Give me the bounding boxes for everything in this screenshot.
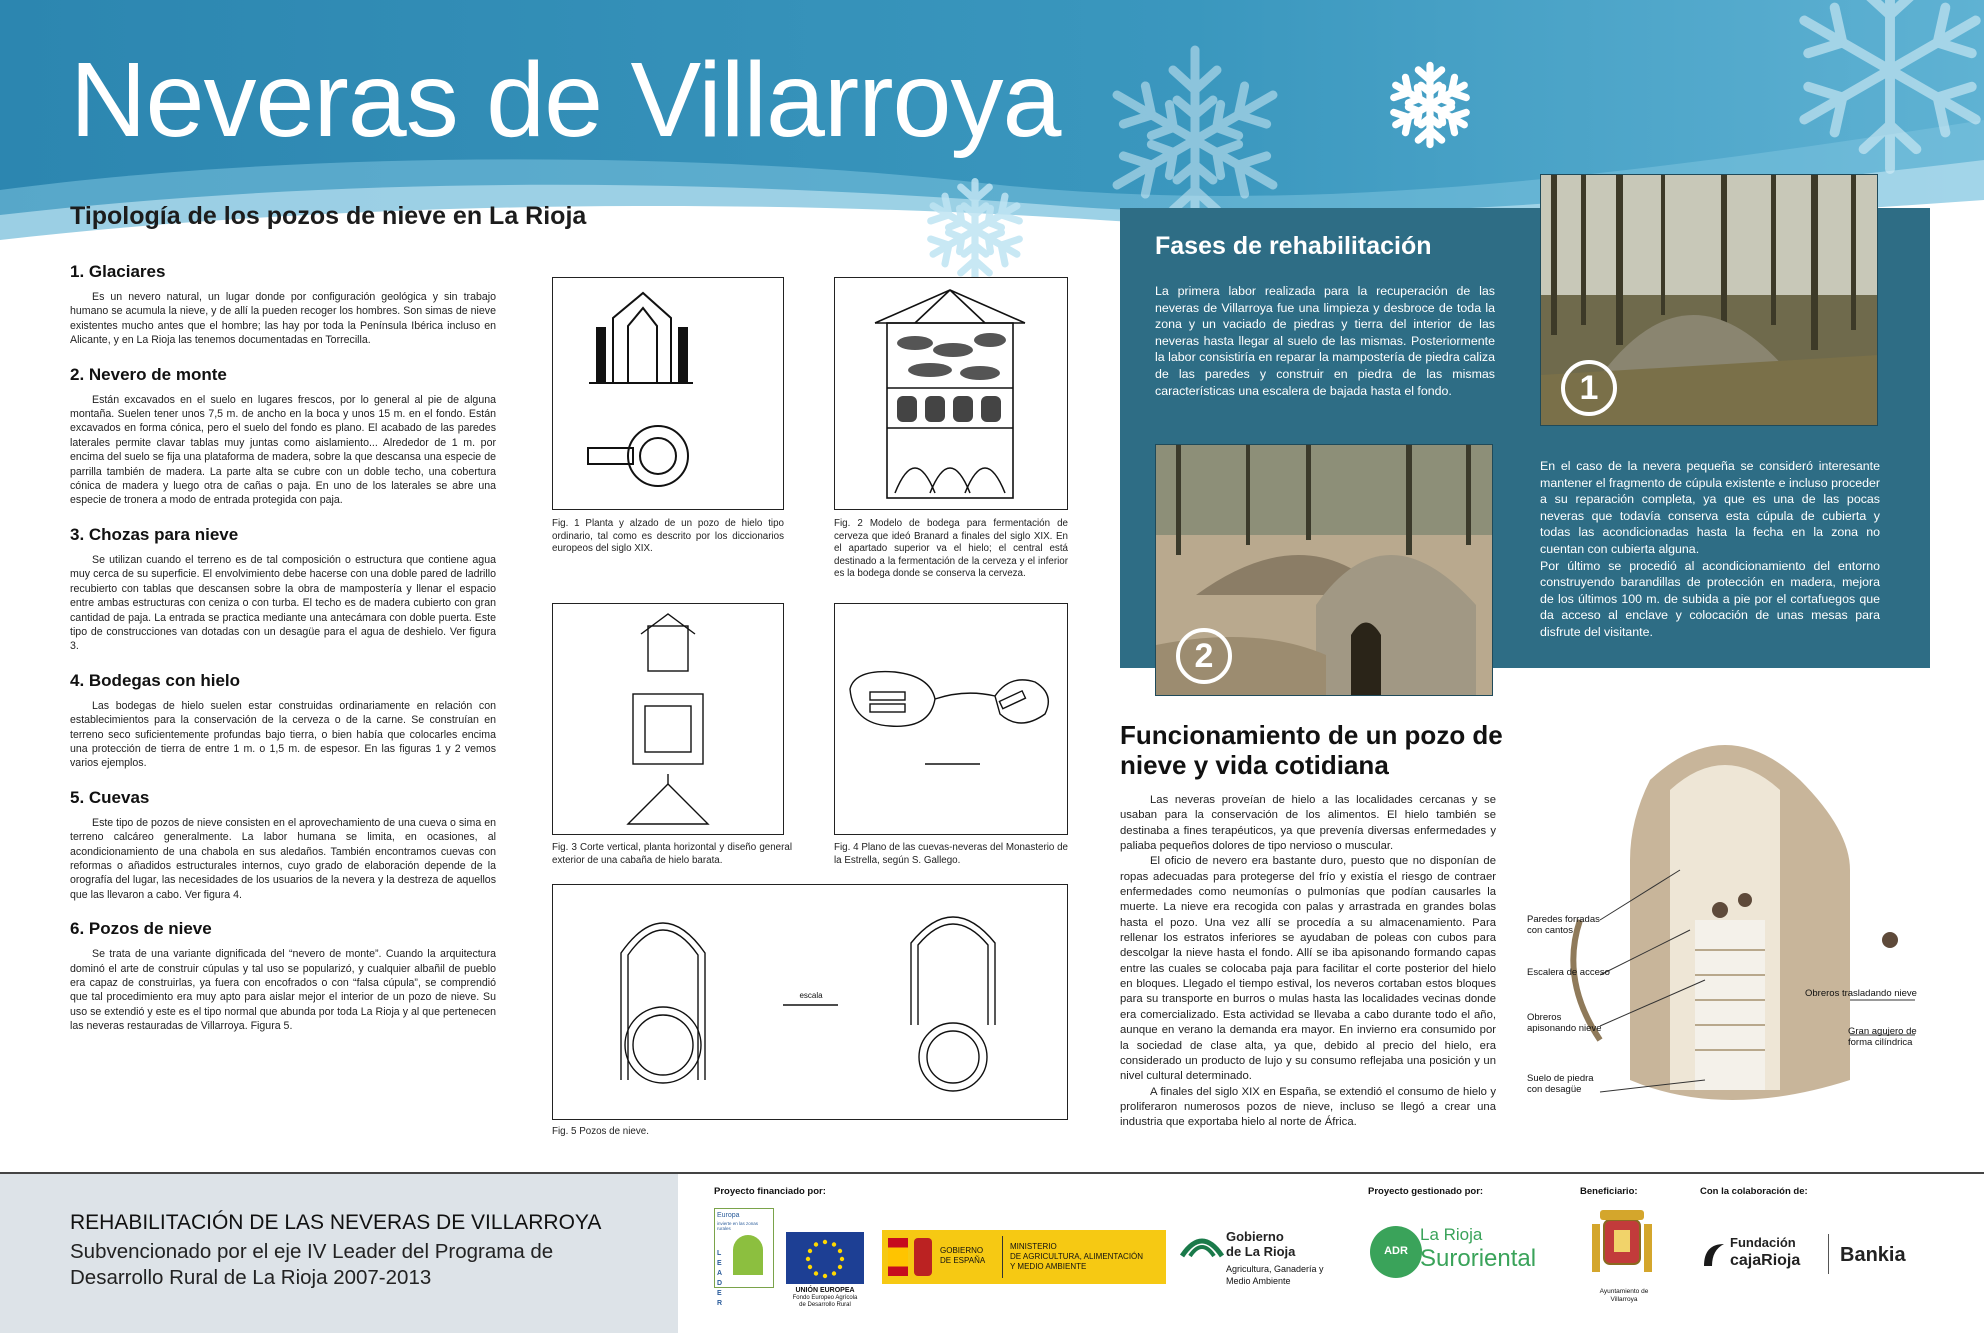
- eu-flag-logo: [786, 1232, 864, 1284]
- ayuntamiento-text-1: Ayuntamiento de: [1599, 1288, 1649, 1295]
- eu-text-1: UNIÓN EUROPEA: [795, 1287, 855, 1294]
- colaboracion-divider: [1828, 1234, 1829, 1274]
- functioning-paragraph-2: El oficio de nevero era bastante duro, puesto que no disponían de ropas adecuadas para protegerse del frío y existía el riesgo de contraer enfermedades como neumonías o pulmonías que podían causarles la muerte. La nieve era recogida con palas y arrastrada en grandes bolas hasta el pozo. Una vez allí se procedía a su almacenamiento. Para rellenar los estratos inferiores se ayudaban de poleas con cubos para descolgar la nieve hasta el fondo. Allí se iba apisonando formando capas entre las cuales se colocaba paja para facilitar el corte posterior del hielo en bloques. Llegado el tiempo estival, los neveros cortaban estos bloques para su transporte en burros o mulas hasta las localidades vecinas donde era comercializado. Esta actividad se llevaba a cabo durante todo el año, aunque en verano la demanda era mayor. En invierno era consumido por la sociedad de clase alta, ya que, debido al precio del hielo, era considerado un producto de lujo y su consumo reflejaba una posición y un nivel cultural determinado.: [1120, 855, 1496, 1083]
- label-agujero: Gran agujero de forma cilíndrica: [1848, 1026, 1917, 1048]
- leader-sub-text: invierte en las zonas rurales: [717, 1221, 759, 1231]
- figure-5-caption: Fig. 5 Pozos de nieve.: [552, 1126, 649, 1137]
- functioning-paragraph-3: A finales del siglo XIX en España, se extendió el consumo de hielo y proliferaron numerosos pozos de nieve, incluso se llegó a crear una industria que exportaba hielo al norte de África.: [1120, 1085, 1496, 1129]
- photo-2-number-badge: 2: [1176, 628, 1232, 684]
- section-bodegas: [70, 671, 496, 771]
- typology-column: [70, 262, 496, 1051]
- eu-text-3: de Desarrollo Rural: [799, 1302, 851, 1308]
- section-title: 5. Cuevas: [70, 787, 150, 807]
- section-title: 4. Bodegas con hielo: [70, 670, 241, 690]
- rehabilitation-text-2: En el caso de la nevera pequeña se consideró interesante mantener el fragmento de cúpula existente e incluso proceder a su reparación completa, ya que es una de las pocas neveras que todavía conserva esta cúpula de cubierta y todas las acondicionadas hasta la fecha en la zona no cuentan con cubierta alguna.: [1540, 459, 1880, 556]
- photo-1-number-badge: 1: [1561, 360, 1617, 416]
- gobierno-rioja-text-1: Gobierno: [1226, 1229, 1284, 1244]
- snowflake-corner-icon: [1780, 0, 1984, 180]
- ice-hut-drawing: [553, 604, 782, 833]
- footer-label-financiado: Proyecto financiado por:: [714, 1186, 826, 1197]
- footer-label-beneficiario: Beneficiario:: [1580, 1186, 1638, 1197]
- section-title: 2. Nevero de monte: [70, 364, 227, 384]
- ministerio-text-3: Y MEDIO AMBIENTE: [1010, 1262, 1087, 1271]
- snowflake-white-icon: [1385, 60, 1475, 150]
- section-text: Se utilizan cuando el terreno es de tal composición o estructura que contiene agua muy cerca de su superficie. El envolvimiento debe hacerse con una doble pared de ladrillo recubierto con tablas que descansen sobre la obra de mampostería y llenar el espacio entre ambas estructuras con ceniza o con turba. El techo es de madera cubierto con gran cantidad de paja. La entrada se practica mediante una antecámara con doble puerta. Este tipo de construcciones van dotadas con un desagüe para el agua de deshielo. Ver figura 3.: [70, 553, 496, 653]
- section-text: Están excavados en el suelo en lugares frescos, por lo general al pie de alguna montaña. Suelen tener unos 7,5 m. de ancho en la boca y unos 15 m. en el fondo. Están excavados en forma cónica, pero el suelo del fondo es plano. El acabado de las paredes laterales permite clavar tablas muy juntas como aislamiento... Alrededor de 1 m. por encima del suelo se fija una plataforma de madera, sobre la que descansa una especie de parrilla también de madera. La parte alta se cubre con un doble techo, una cobertura cónica de madera y luego otra de cañas o paja. En uno de los laterales se abre una especie de tronera a modo de entrada protegida con paja.: [70, 393, 496, 507]
- snowflake-small-icon: [920, 175, 1030, 285]
- footer-label-colaboracion: Con la colaboración de:: [1700, 1186, 1808, 1197]
- gobierno-rioja-text-2: de La Rioja: [1226, 1244, 1296, 1259]
- section-pozos: [70, 919, 496, 1033]
- section-text: Se trata de una variante dignificada del “nevero de monte”. Cuando la arquitectura dominó el arte de construir cúpulas y tal uso se popularizó, y cualquier albañil de pueblo era capaz de construirlas, ya fuera con encofrados o con “falsa cúpula”, se comprendió que tal procedimiento era muy apto para aislar mejor el interior de un pozo de nieve. Su uso se extendió y este es el tipo normal que abunda por toda La Rioja y al que pertenecen las neveras restauradas de Villarroya. Figura 5.: [70, 948, 496, 1033]
- spain-shield-icon: [914, 1238, 932, 1276]
- ice-well-plan-elevation-drawing: [553, 278, 782, 508]
- figure-2-drawing: [834, 277, 1068, 510]
- label-obreros-trasladando: Obreros trasladando nieve: [1805, 988, 1917, 999]
- rehabilitation-text-3: Por último se procedió al acondicionamiento del entorno construyendo barandillas de protección en madera, mejora de los últimos 100 m. de subida a pie por el cortafuegos que da acceso al enclave y colocación de unas mesas para disfrute del visitante.: [1540, 558, 1880, 639]
- footer-subsidy-line-2: Desarrollo Rural de La Rioja 2007-2013: [70, 1266, 432, 1289]
- gobierno-rioja-icon: [1180, 1226, 1224, 1260]
- suroriental-text-1: La Rioja: [1420, 1225, 1483, 1244]
- footer-subsidy-line-1: Subvencionado por el eje IV Leader del Programa de: [70, 1240, 554, 1263]
- cajarioja-text-2: cajaRioja: [1730, 1252, 1801, 1269]
- gobierno-espana-text-2: DE ESPAÑA: [940, 1256, 986, 1265]
- ministerio-divider: [1002, 1236, 1003, 1278]
- section-text: Este tipo de pozos de nieve consisten en el aprovechamiento de una cueva o sima en terreno calcáreo generalmente. La labor humana se limita, en ocasiones, al acondicionamiento de una chabola en sus aledaños. También encontramos cuevas con reformas o añadidos estructurales internos, cuyo grado de elaboración depende de la orografía del lugar, las necesidades de los usuarios de la nevera y la destreza de aquellos que las llevaron a cabo. Ver figura 4.: [70, 816, 496, 901]
- cave-plan-drawing: [835, 604, 1066, 833]
- page-title: Neveras de Villarroya: [70, 41, 1061, 159]
- figure-1-drawing: [552, 277, 784, 510]
- leader-leaf-icon: [733, 1235, 763, 1275]
- eu-text-2: Fondo Europeo Agrícola: [792, 1295, 858, 1301]
- functioning-paragraph-1: Las neveras proveían de hielo a las localidades cercanas y se usaban para la conservación de los alimentos. El hielo también se destinaba a fines terapéuticos, ya que prevenía diversas enfermedades y paliaba pequeños dolores de tipo nervioso o muscular.: [1120, 794, 1496, 853]
- leader-logo: [714, 1208, 774, 1307]
- section-text: Es un nevero natural, un lugar donde por configuración geológica y sin trabajo humano se acumula la nieve, y de allí la pueden recoger los hombres. Son simas de nieve existentes mucho antes que el hombre; las hay por toda la Península Ibérica incluso en Alicante, y en La Rioja las tenemos documentadas en Torrecilla.: [70, 291, 496, 347]
- eu-stars-icon: [786, 1232, 864, 1284]
- figure-3-caption: Fig. 3 Corte vertical, planta horizontal y diseño general exterior de una cabaña de hielo barata.: [552, 842, 792, 866]
- section-cuevas: [70, 788, 496, 902]
- section-chozas: [70, 525, 496, 654]
- label-obreros-apisonando: Obreros apisonando nieve: [1527, 1012, 1602, 1034]
- cajarioja-text-1: Fundación: [1730, 1235, 1796, 1250]
- label-escalera: Escalera de acceso: [1527, 967, 1610, 978]
- section-nevero-de-monte: [70, 365, 496, 508]
- gobierno-espana-text-1: GOBIERNO: [940, 1246, 984, 1255]
- section-title: 6. Pozos de nieve: [70, 919, 212, 939]
- section-title: 1. Glaciares: [70, 262, 166, 281]
- cajarioja-icon: [1700, 1240, 1726, 1270]
- figure-4-drawing: [834, 603, 1068, 835]
- figure-1-caption: Fig. 1 Planta y alzado de un pozo de hielo tipo ordinario, tal como es descrito por los diccionarios europeos del siglo XIX.: [552, 518, 784, 555]
- page-subtitle: Tipología de los pozos de nieve en La Rioja: [70, 202, 587, 230]
- section-title: 3. Chozas para nieve: [70, 524, 239, 544]
- gobierno-rioja-text-4: Medio Ambiente: [1226, 1276, 1291, 1286]
- figure-5-drawing: [552, 884, 1068, 1120]
- functioning-title: Funcionamiento de un pozo de nieve y vida cotidiana: [1120, 720, 1503, 780]
- footer-project-title: REHABILITACIÓN DE LAS NEVERAS DE VILLARROYA: [70, 1211, 602, 1234]
- leader-text: LEADER: [717, 1250, 723, 1307]
- label-paredes: Paredes forradas con cantos: [1527, 914, 1600, 936]
- footer-label-gestionado: Proyecto gestionado por:: [1368, 1186, 1484, 1197]
- figure-4-caption: Fig. 4 Plano de las cuevas-neveras del Monasterio de la Estrella, según S. Gallego.: [834, 842, 1068, 866]
- ministerio-text-2: DE AGRICULTURA, ALIMENTACIÓN: [1010, 1252, 1144, 1261]
- rehabilitation-text-group: [1540, 458, 1880, 641]
- figure-5-scale-label: escala: [799, 991, 823, 1000]
- snow-wells-section-drawing: [553, 885, 1066, 1118]
- bankia-text: Bankia: [1840, 1244, 1906, 1266]
- ministerio-logo: [882, 1230, 1166, 1284]
- section-text: Las bodegas de hielo suelen estar construidas ordinariamente en relación con establecimientos para la conservación de la cerveza o de la carne. Se construían en terreno seco suficientemente profundas bajo tierra, o bien había que colocarles encima una protección de tierra de entre 1 m. o 1,5 m. de espesor. En las figuras 1 y 2 vemos varios ejemplos.: [70, 699, 496, 770]
- ayuntamiento-text-2: Villarroya: [1610, 1296, 1638, 1303]
- ministerio-text-1: MINISTERIO: [1010, 1242, 1057, 1251]
- adr-text: ADR: [1384, 1245, 1408, 1257]
- section-glaciares: [70, 262, 496, 348]
- figure-3-drawing: [552, 603, 784, 835]
- villarroya-coat-of-arms-icon: [1590, 1206, 1654, 1286]
- adr-logo: [1370, 1226, 1422, 1278]
- functioning-text: [1120, 793, 1496, 1131]
- rehabilitation-title: Fases de rehabilitación: [1155, 232, 1432, 260]
- figure-2-caption: Fig. 2 Modelo de bodega para fermentación de cerveza que ideó Branard a finales del siglo XIX. En el apartado superior va el hielo; el central está destinado a la fermentación de la cerveza y el inferior es la bodega donde se conserva la cerveza.: [834, 518, 1068, 580]
- label-suelo: Suelo de piedra con desagüe: [1527, 1073, 1594, 1095]
- leader-europa-text: Europa: [717, 1212, 740, 1219]
- gobierno-rioja-text-3: Agricultura, Ganadería y: [1226, 1264, 1324, 1274]
- rehabilitation-text-1: La primera labor realizada para la recuperación de las neveras de Villarroya fue una limpieza y desbroce de toda la zona y un vaciado de piedras y tierra del interior de las neveras hasta llegar al suelo de las mismas. Posteriormente la labor consistiría en reparar la mampostería de piedra caliza de las paredes y construir en piedra de las mismas características una escalera de bajada hasta el fondo.: [1155, 284, 1495, 398]
- suroriental-text-2: Suroriental: [1420, 1245, 1537, 1272]
- spain-flag-icon: [888, 1238, 908, 1276]
- beer-cellar-drawing: [835, 278, 1066, 508]
